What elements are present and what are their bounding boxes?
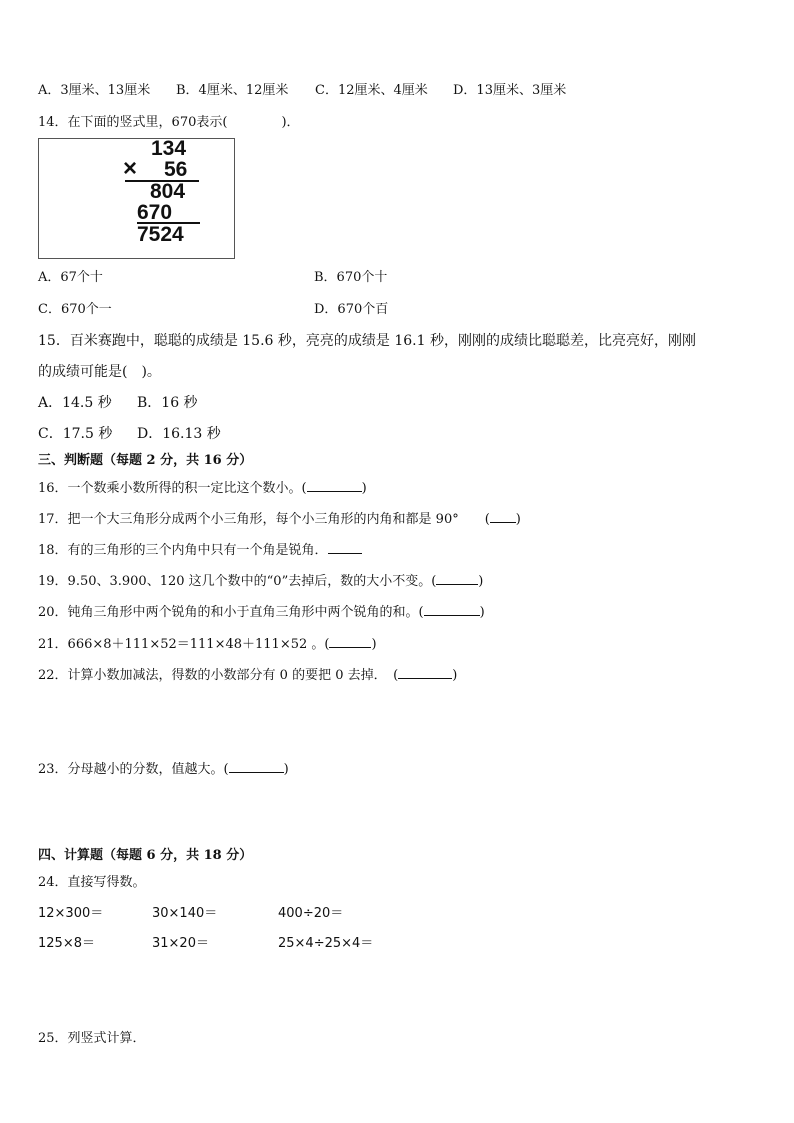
q13-option-b: B．4厘米、12厘米 <box>176 83 289 98</box>
q14-question <box>38 114 300 132</box>
q14-option-d: D．670个百 <box>314 302 389 317</box>
q16-answer-blank[interactable] <box>307 479 362 492</box>
calc-line-5: 7524 <box>137 223 184 246</box>
q24-item-2: 30×140＝ <box>152 906 218 921</box>
q24-item-4: 125×8＝ <box>38 936 95 951</box>
vertical-multiplication-figure <box>38 138 235 259</box>
calc-times-sign: × <box>123 155 138 182</box>
q21-end: ) <box>371 637 377 652</box>
q21 <box>38 635 377 654</box>
q22-end: ) <box>452 668 458 683</box>
q24-item-3: 400÷20＝ <box>278 906 344 921</box>
section-4-heading: 四、计算题（每题 6 分，共 18 分） <box>38 848 253 863</box>
q17 <box>38 510 521 529</box>
q14-text-end: )． <box>281 115 300 130</box>
q22 <box>38 666 457 685</box>
q16-end: ) <box>361 481 367 496</box>
q23-text: 23．分母越小的分数，值越大。( <box>38 762 229 777</box>
q15-option-c: C．17.5 秒 <box>38 426 113 442</box>
calc-line-2: 56 <box>164 158 188 181</box>
q24-item-6: 25×4÷25×4＝ <box>278 936 374 951</box>
q13-option-a: A．3厘米、13厘米 <box>38 83 151 98</box>
q22-text: 22．计算小数加减法，得数的小数部分有 0 的要把 0 去掉． ( <box>38 668 399 683</box>
q15-option-a: A．14.5 秒 <box>38 395 112 411</box>
q19-text: 19．9.50、3.900、120 这几个数中的“0”去掉后，数的大小不变。( <box>38 574 437 589</box>
calc-line-4: 670 <box>137 201 173 224</box>
q16 <box>38 479 367 498</box>
q21-text: 21．666×8＋111×52＝111×48＋111×52 。( <box>38 637 330 652</box>
q25-title: 25．列竖式计算． <box>38 1031 146 1046</box>
q14-text: 14．在下面的竖式里，670表示( <box>38 115 228 130</box>
q21-answer-blank[interactable] <box>329 635 371 648</box>
q23-end: ) <box>283 762 289 777</box>
q17-text: 17．把一个大三角形分成两个小三角形，每个小三角形的内角和都是 90° ( <box>38 512 490 527</box>
q20-end: ) <box>479 605 485 620</box>
q17-answer-blank[interactable] <box>490 510 516 523</box>
q14-option-c: C．670个一 <box>38 302 112 317</box>
q22-answer-blank[interactable] <box>398 666 452 679</box>
calc-line-1: 134 <box>151 139 187 160</box>
q18-text: 18．有的三角形的三个内角中只有一个角是锐角． <box>38 543 328 558</box>
q24-title: 24．直接写得数。 <box>38 875 146 890</box>
q15-line-1: 15．百米赛跑中，聪聪的成绩是 15.6 秒，亮亮的成绩是 16.1 秒，刚刚的成绩比聪聪差，比亮亮好，刚刚 <box>38 333 696 349</box>
q15-line-2: 的成绩可能是( )。 <box>38 364 161 380</box>
q20-text: 20．钝角三角形中两个锐角的和小于直角三角形中两个锐角的和。( <box>38 605 424 620</box>
q23 <box>38 760 289 779</box>
q16-text: 16．一个数乘小数所得的积一定比这个数小。( <box>38 481 307 496</box>
q19-end: ) <box>478 574 484 589</box>
q19 <box>38 572 483 591</box>
q23-answer-blank[interactable] <box>229 760 284 773</box>
q18-answer-blank[interactable] <box>328 541 362 554</box>
q17-end: ) <box>515 512 521 527</box>
q14-option-b: B．670个十 <box>314 270 388 285</box>
q19-answer-blank[interactable] <box>436 572 478 585</box>
q13-option-c: C．12厘米、4厘米 <box>315 83 428 98</box>
calc-line-3: 804 <box>150 180 186 203</box>
q13-option-d: D．13厘米、3厘米 <box>453 83 567 98</box>
q18 <box>38 541 362 560</box>
section-3-heading: 三、判断题（每题 2 分，共 16 分） <box>38 453 253 468</box>
q15-option-d: D．16.13 秒 <box>137 426 221 442</box>
q15-option-b: B．16 秒 <box>137 395 198 411</box>
q20 <box>38 603 485 622</box>
q20-answer-blank[interactable] <box>424 603 480 616</box>
q24-item-1: 12×300＝ <box>38 906 104 921</box>
q24-item-5: 31×20＝ <box>152 936 209 951</box>
q14-option-a: A．67个十 <box>38 270 103 285</box>
